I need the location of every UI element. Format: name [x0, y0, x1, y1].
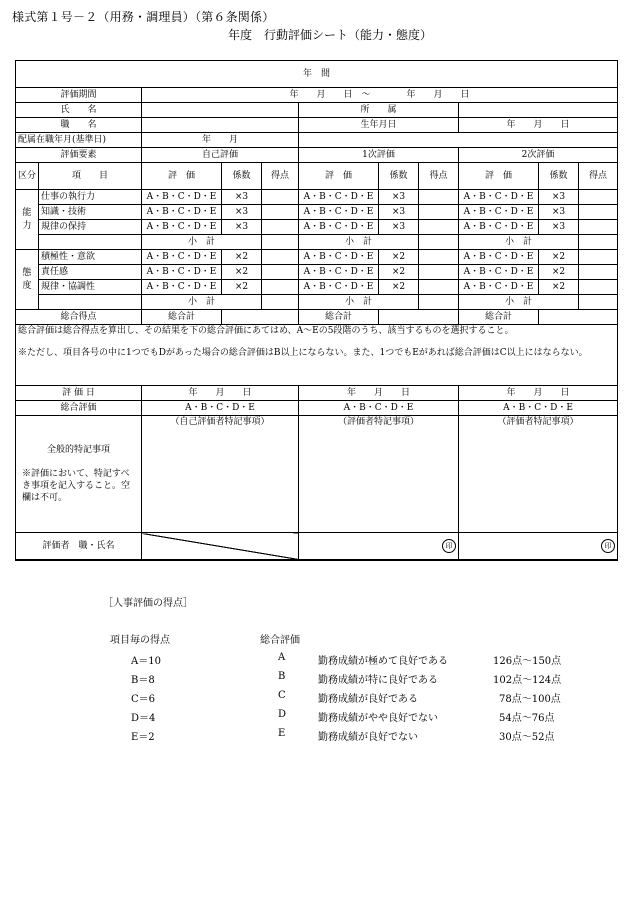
self-subtotal-label: 小 計	[142, 235, 262, 250]
remarks-note: ※評価において、特記すべき事項を記入すること。空欄は不可。	[22, 469, 131, 503]
first-subtotal[interactable]	[419, 295, 459, 310]
birthdate-label: 生年月日	[299, 118, 459, 133]
self-score[interactable]	[262, 280, 299, 295]
first-scale[interactable]: A・B・C・D・E	[299, 280, 379, 295]
second-score[interactable]	[579, 250, 618, 265]
self-subtotal-label: 小 計	[142, 295, 262, 310]
first-evaluator-name[interactable]	[299, 533, 459, 561]
second-scale[interactable]: A・B・C・D・E	[459, 250, 539, 265]
self-remarks-caption: （自己評価者特記事項）	[170, 417, 270, 427]
name-value[interactable]	[142, 103, 299, 118]
grade-range: 102点～124点	[493, 675, 562, 686]
category-label: 区分	[16, 163, 39, 190]
self-coef: ×2	[222, 250, 262, 265]
grade-letter: D	[278, 709, 287, 720]
grade-desc: 勤務成績が良好でない	[318, 732, 418, 743]
second-remarks-area[interactable]	[459, 416, 618, 533]
first-coef: ×3	[379, 190, 419, 205]
first-eval-header: 1次評価	[299, 148, 459, 163]
item-name: 知識・技術	[39, 205, 142, 220]
grade-letter: C	[278, 690, 286, 701]
remarks-label	[16, 416, 142, 533]
note-restriction: ※ただし、項目各号の中に1つでもDがあった場合の総合評価はB以上にならない。また、1つでもEがあれば総合評価はC以上にはならない。	[18, 348, 588, 358]
first-coef: ×3	[379, 220, 419, 235]
self-eval-header: 自己評価	[142, 148, 299, 163]
evaluation-table	[15, 60, 618, 561]
grade-range: 126点～150点	[493, 656, 562, 667]
grade-desc: 勤務成績が極めて良好である	[318, 656, 448, 667]
self-scale[interactable]: A・B・C・D・E	[142, 190, 222, 205]
second-coef: ×3	[539, 205, 579, 220]
first-coef: ×2	[379, 265, 419, 280]
first-score[interactable]	[419, 220, 459, 235]
total-score-label: 総合得点	[16, 310, 142, 325]
second-coef: ×2	[539, 265, 579, 280]
first-score[interactable]	[419, 250, 459, 265]
self-eval-date[interactable]: 年 月 日	[142, 386, 299, 401]
second-subtotal-label: 小 計	[459, 235, 579, 250]
item-score: B＝8	[131, 675, 155, 686]
first-subtotal[interactable]	[419, 235, 459, 250]
ability-category: 能力	[16, 190, 39, 250]
item-name: 責任感	[39, 265, 142, 280]
item-score: D＝4	[131, 713, 156, 724]
first-coef: ×2	[379, 280, 419, 295]
tenure-blank	[299, 133, 618, 148]
remarks-title: 全般的特記事項	[46, 445, 110, 455]
second-scale[interactable]: A・B・C・D・E	[459, 205, 539, 220]
second-score[interactable]	[579, 220, 618, 235]
job-value[interactable]	[142, 118, 299, 133]
item-name: 規律・協調性	[39, 280, 142, 295]
first-subtotal-label: 小 計	[299, 295, 419, 310]
grade-letter: E	[278, 728, 286, 739]
period-value: 年 月 日 ～ 年 月 日	[142, 88, 618, 103]
second-score[interactable]	[579, 190, 618, 205]
grade-desc: 勤務成績が良好である	[318, 694, 418, 705]
second-subtotal[interactable]	[579, 235, 618, 250]
grade-letter: A	[278, 652, 286, 663]
first-subtotal-label: 小 計	[299, 235, 419, 250]
grade-desc: 勤務成績がやや良好でない	[318, 713, 438, 724]
second-coef: ×3	[539, 190, 579, 205]
second-scale[interactable]: A・B・C・D・E	[459, 190, 539, 205]
grade-desc: 勤務成績が特に良好である	[318, 675, 438, 686]
subtotal-blank	[39, 235, 142, 250]
first-scale[interactable]: A・B・C・D・E	[299, 220, 379, 235]
notes-cell	[16, 325, 618, 386]
item-name: 積極性・意欲	[39, 250, 142, 265]
second-coef: ×2	[539, 280, 579, 295]
eval-date-label: 評 価 日	[16, 386, 142, 401]
attitude-category: 態度	[16, 250, 39, 310]
tenure-label: 配属在職年月(基準日)	[16, 133, 142, 148]
second-eval-date[interactable]: 年 月 日	[459, 386, 618, 401]
first-scale[interactable]: A・B・C・D・E	[299, 265, 379, 280]
second-coef: ×3	[539, 220, 579, 235]
overall-eval-label: 総合評価	[16, 401, 142, 416]
note-overall-rule: 総合評価は総合得点を算出し、その結果を下の総合評価にあてはめ、A～Eの5段階のうち、該当するものを選択すること。	[18, 326, 514, 336]
self-score[interactable]	[262, 190, 299, 205]
second-scale[interactable]: A・B・C・D・E	[459, 265, 539, 280]
elements-label: 評価要素	[16, 148, 142, 163]
item-score: A＝10	[131, 656, 161, 667]
self-scale[interactable]: A・B・C・D・E	[142, 220, 222, 235]
first-score[interactable]	[419, 190, 459, 205]
grade-range: 30点～52点	[499, 732, 555, 743]
item-name: 仕事の執行力	[39, 190, 142, 205]
self-subtotal[interactable]	[262, 295, 299, 310]
first-total[interactable]	[379, 310, 459, 325]
first-total-label: 総合計	[299, 310, 379, 325]
form-code: 様式第１号－２（用務・調理員）（第６条関係）	[12, 10, 275, 24]
job-label: 職 名	[16, 118, 142, 133]
second-score[interactable]	[579, 280, 618, 295]
first-coef: ×2	[379, 250, 419, 265]
second-evaluator-name[interactable]	[459, 533, 618, 561]
self-scale[interactable]: A・B・C・D・E	[142, 205, 222, 220]
self-coef-label: 係数	[222, 163, 262, 190]
subtotal-blank	[39, 295, 142, 310]
item-score: C＝6	[131, 694, 156, 705]
first-coef-label: 係数	[379, 163, 419, 190]
self-score[interactable]	[262, 220, 299, 235]
self-score-label: 得点	[262, 163, 299, 190]
seal-icon: 印	[601, 539, 615, 553]
item-label: 項 目	[39, 163, 142, 190]
second-subtotal[interactable]	[579, 295, 618, 310]
first-coef: ×3	[379, 205, 419, 220]
first-scale[interactable]: A・B・C・D・E	[299, 250, 379, 265]
second-total[interactable]	[539, 310, 618, 325]
first-score[interactable]	[419, 265, 459, 280]
self-score[interactable]	[262, 265, 299, 280]
evaluator-label: 評価者 職・氏名	[16, 533, 142, 561]
sheet-title: 年度 行動評価シート（能力・態度）	[227, 28, 432, 42]
grade-letter: B	[278, 671, 286, 682]
self-score[interactable]	[262, 250, 299, 265]
self-total[interactable]	[222, 310, 299, 325]
legend-title: ［人事評価の得点］	[103, 598, 193, 609]
second-score[interactable]	[579, 205, 618, 220]
first-rating-label: 評 価	[299, 163, 379, 190]
self-overall-scale[interactable]: A・B・C・D・E	[142, 401, 299, 416]
first-score[interactable]	[419, 205, 459, 220]
self-coef: ×3	[222, 190, 262, 205]
second-remarks-caption: （評価者特記事項）	[497, 417, 579, 427]
first-scale[interactable]: A・B・C・D・E	[299, 190, 379, 205]
self-remarks-area[interactable]	[142, 416, 299, 533]
second-overall-scale[interactable]: A・B・C・D・E	[459, 401, 618, 416]
second-coef-label: 係数	[539, 163, 579, 190]
first-remarks-caption: （評価者特記事項）	[337, 417, 419, 427]
item-score-header: 項目毎の得点	[110, 635, 170, 646]
name-label: 氏 名	[16, 103, 142, 118]
item-score: E＝2	[131, 732, 155, 743]
year-header: 年 間	[16, 61, 618, 88]
self-coef: ×2	[222, 280, 262, 295]
second-total-label: 総合計	[459, 310, 539, 325]
self-coef: ×3	[222, 220, 262, 235]
self-rating-label: 評 価	[142, 163, 222, 190]
affiliation-label: 所 属	[299, 103, 459, 118]
item-name: 規律の保持	[39, 220, 142, 235]
second-subtotal-label: 小 計	[459, 295, 579, 310]
self-coef: ×2	[222, 265, 262, 280]
grade-range: 78点～100点	[499, 694, 561, 705]
first-score-label: 得点	[419, 163, 459, 190]
self-scale[interactable]: A・B・C・D・E	[142, 280, 222, 295]
self-scale[interactable]: A・B・C・D・E	[142, 265, 222, 280]
self-total-label: 総合計	[142, 310, 222, 325]
tenure-value[interactable]: 年 月	[142, 133, 299, 148]
second-eval-header: 2次評価	[459, 148, 618, 163]
birthdate-value[interactable]: 年 月 日	[459, 118, 618, 133]
second-score[interactable]	[579, 265, 618, 280]
seal-icon: 印	[442, 539, 456, 553]
second-scale[interactable]: A・B・C・D・E	[459, 220, 539, 235]
affiliation-value[interactable]	[459, 103, 618, 118]
self-subtotal[interactable]	[262, 235, 299, 250]
second-scale[interactable]: A・B・C・D・E	[459, 280, 539, 295]
grade-range: 54点～76点	[499, 713, 555, 724]
second-score-label: 得点	[579, 163, 618, 190]
first-scale[interactable]: A・B・C・D・E	[299, 205, 379, 220]
second-rating-label: 評 価	[459, 163, 539, 190]
self-score[interactable]	[262, 205, 299, 220]
period-label: 評価期間	[16, 88, 142, 103]
first-score[interactable]	[419, 280, 459, 295]
self-evaluator-void	[142, 533, 299, 561]
self-scale[interactable]: A・B・C・D・E	[142, 250, 222, 265]
self-coef: ×3	[222, 205, 262, 220]
first-overall-scale[interactable]: A・B・C・D・E	[299, 401, 459, 416]
overall-header: 総合評価	[260, 635, 300, 646]
first-remarks-area[interactable]	[299, 416, 459, 533]
second-coef: ×2	[539, 250, 579, 265]
first-eval-date[interactable]: 年 月 日	[299, 386, 459, 401]
